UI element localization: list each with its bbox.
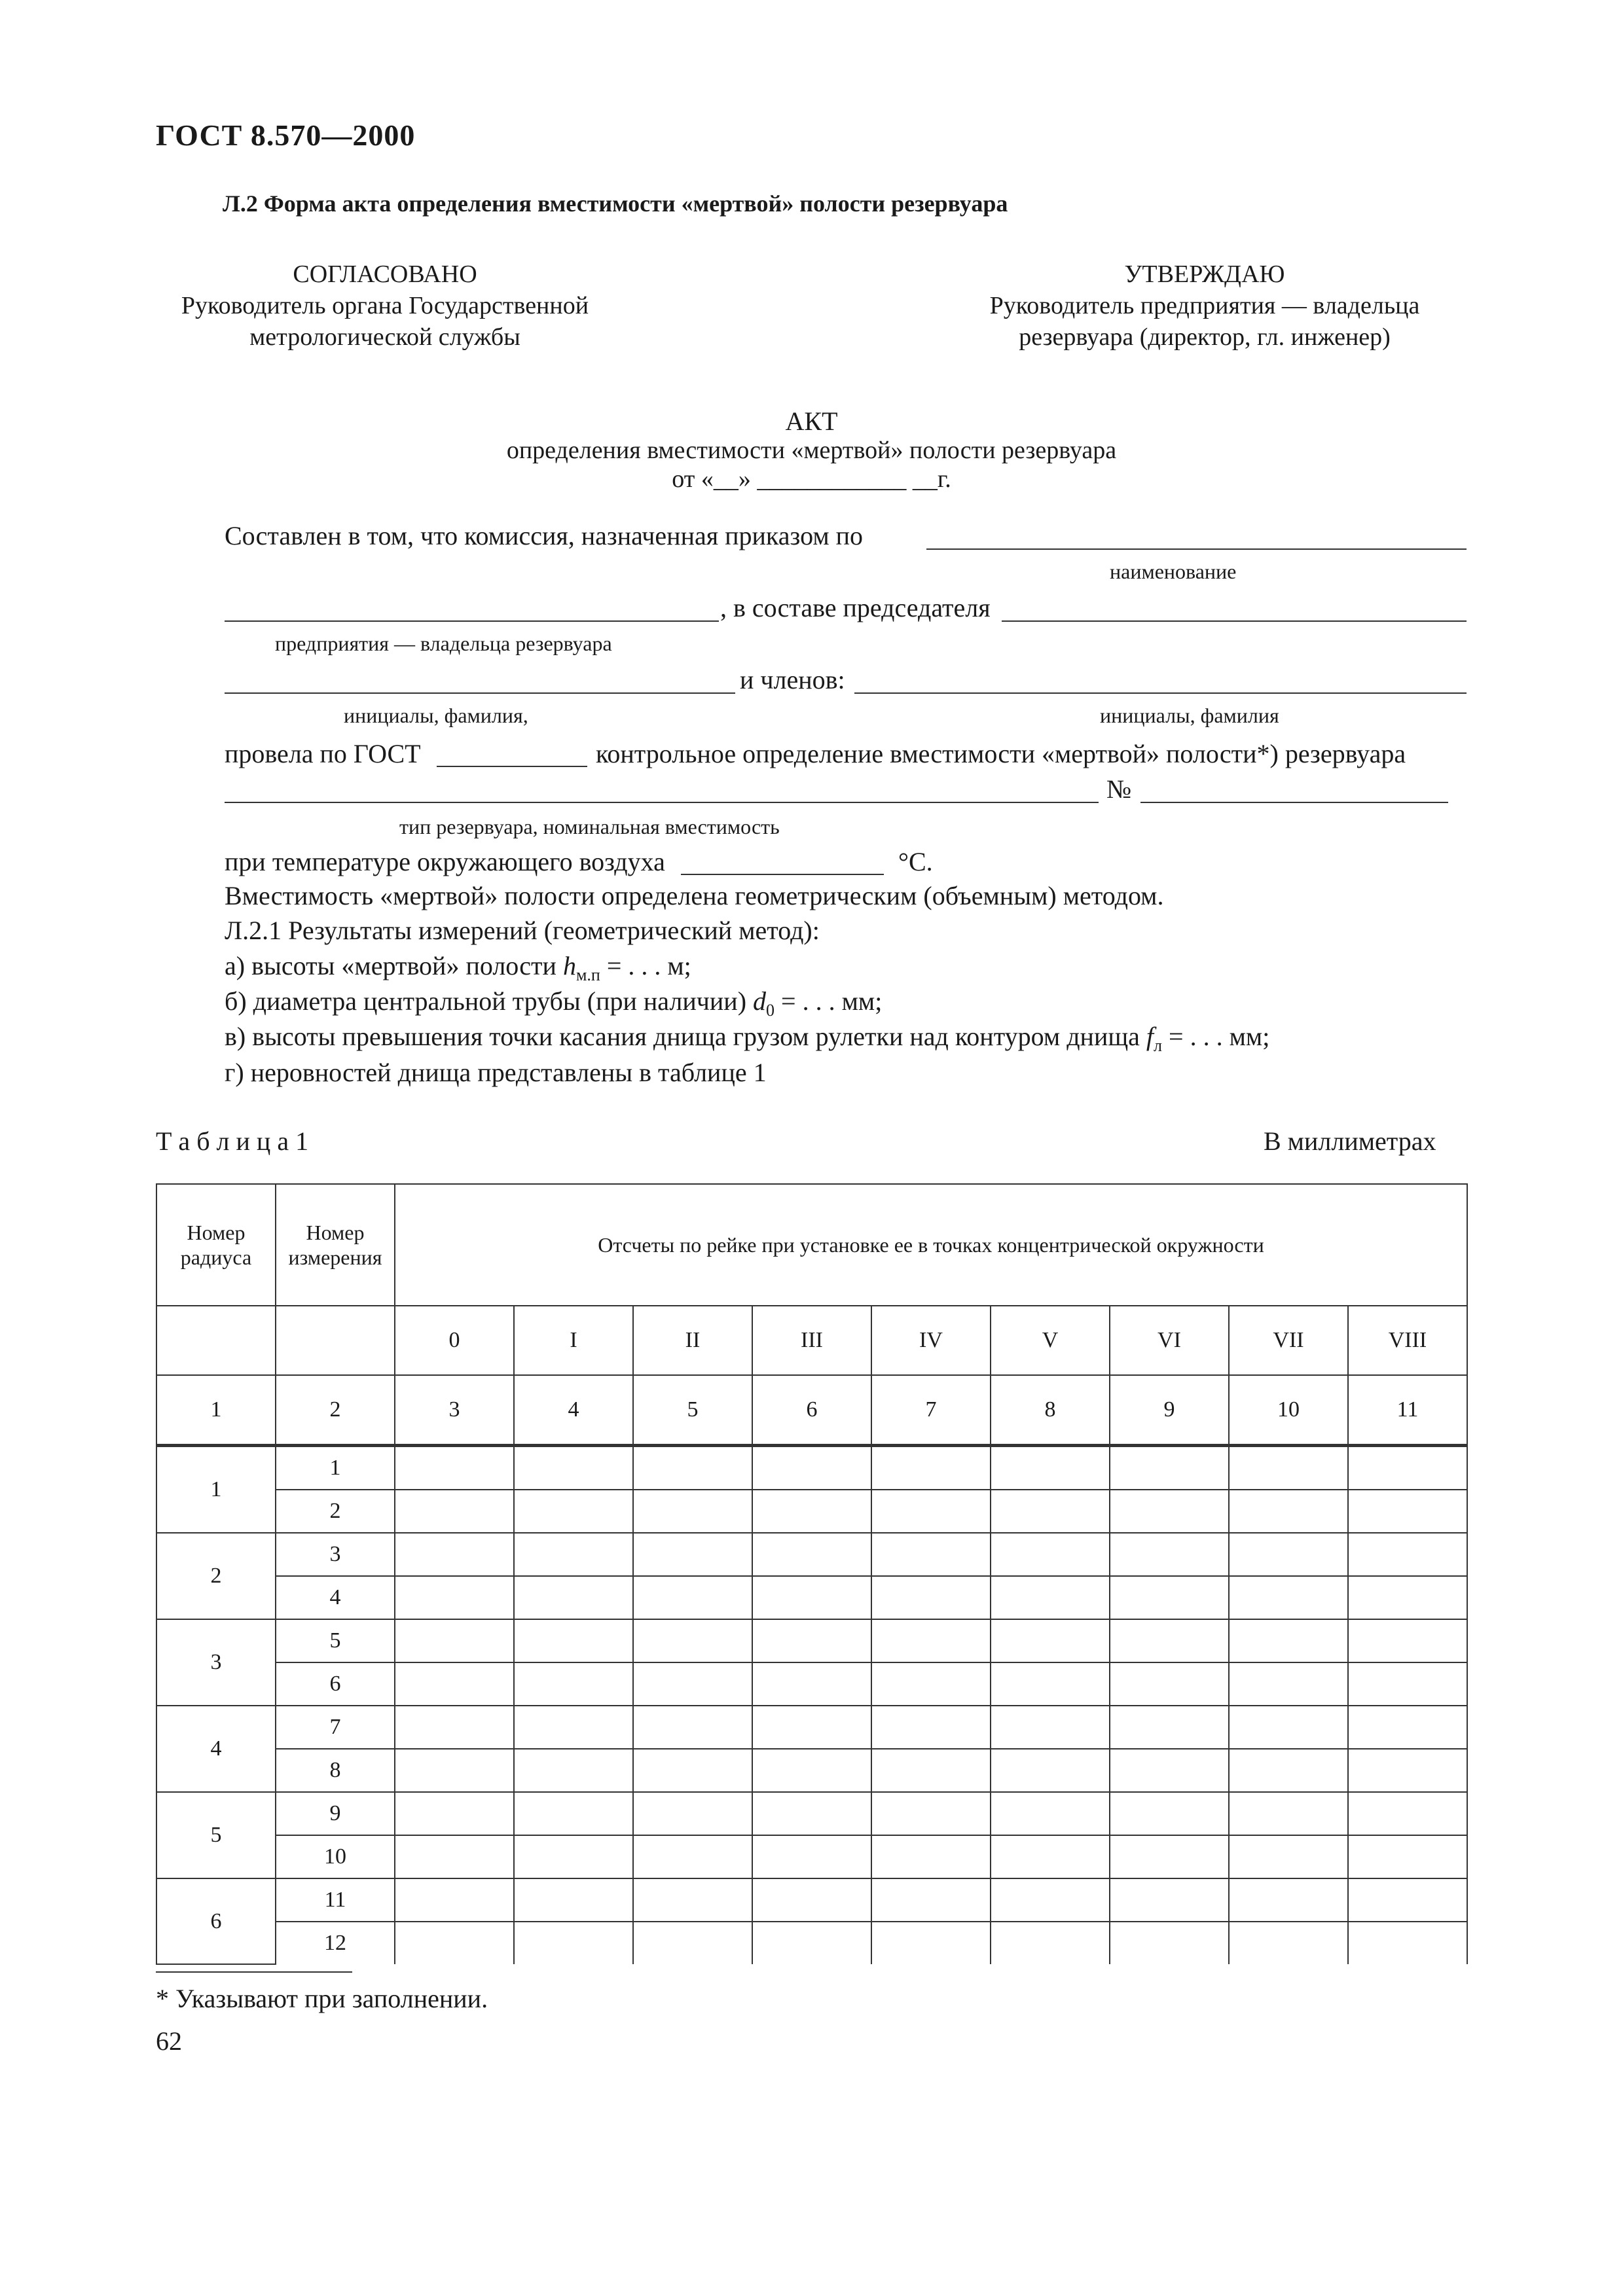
reading-input-cell[interactable] bbox=[871, 1835, 991, 1878]
approval-left-caption: СОГЛАСОВАНО bbox=[293, 260, 477, 288]
reading-input-cell[interactable] bbox=[991, 1792, 1110, 1835]
reading-input-cell[interactable] bbox=[395, 1662, 514, 1706]
item-d: г) неровностей днища представлены в таблице 1 bbox=[225, 1058, 767, 1087]
approval-right-line2: резервуара (директор, гл. инженер) bbox=[1019, 323, 1391, 351]
hint-tank-type: тип резервуара, номинальная вместимость bbox=[399, 815, 780, 838]
reading-input-cell[interactable] bbox=[1110, 1446, 1229, 1490]
item-a-variable: h bbox=[562, 951, 576, 980]
field-order-enterprise[interactable] bbox=[926, 548, 1467, 550]
field-members[interactable] bbox=[854, 692, 1467, 694]
reading-input-cell[interactable] bbox=[991, 1922, 1110, 1964]
reading-input-cell[interactable] bbox=[871, 1922, 991, 1964]
reading-input-cell[interactable] bbox=[1229, 1490, 1348, 1533]
document-standard-header: ГОСТ 8.570—2000 bbox=[156, 118, 416, 152]
radius-cell: 2 bbox=[156, 1533, 276, 1619]
radius-cell: 3 bbox=[156, 1619, 276, 1706]
table-caption: Т а б л и ц а 1 bbox=[156, 1126, 309, 1156]
measurement-cell: 12 bbox=[276, 1922, 395, 1964]
reading-input-cell[interactable] bbox=[395, 1619, 514, 1662]
column-number: 2 bbox=[276, 1375, 395, 1446]
act-date-line: от «__» ____________ __г. bbox=[672, 465, 951, 493]
column-number: 11 bbox=[1348, 1375, 1467, 1446]
approval-right bbox=[943, 259, 1467, 353]
reading-input-cell[interactable] bbox=[1229, 1835, 1348, 1878]
reading-input-cell[interactable] bbox=[514, 1922, 633, 1964]
temperature-unit: °С. bbox=[898, 847, 933, 876]
form-line-commission: Составлен в том, что комиссия, назначенная приказом по bbox=[225, 521, 864, 550]
act-title: АКТ bbox=[785, 406, 838, 436]
table-row bbox=[156, 1792, 1467, 1835]
reading-input-cell[interactable] bbox=[871, 1878, 991, 1922]
reading-input-cell[interactable] bbox=[752, 1922, 871, 1964]
reading-input-cell[interactable] bbox=[1348, 1662, 1467, 1706]
measurement-cell: 9 bbox=[276, 1792, 395, 1835]
section-title: Л.2 Форма акта определения вместимости «мертвой» полости резервуара bbox=[223, 190, 1008, 217]
header-blank-radius bbox=[156, 1306, 276, 1375]
table-row bbox=[156, 1706, 1467, 1749]
point-header: 0 bbox=[395, 1306, 514, 1375]
reading-input-cell[interactable] bbox=[1229, 1533, 1348, 1576]
item-a-value: = . . . м; bbox=[600, 951, 691, 980]
form-line-control: контрольное определение вместимости «мертвой» полости*) резервуара bbox=[596, 739, 1406, 768]
reading-input-cell[interactable] bbox=[514, 1792, 633, 1835]
item-a-text: а) высоты «мертвой» полости bbox=[225, 951, 563, 980]
reading-input-cell[interactable] bbox=[633, 1533, 752, 1576]
field-enterprise-name[interactable] bbox=[225, 620, 719, 622]
field-gost-number[interactable] bbox=[437, 766, 587, 767]
measurement-cell: 6 bbox=[276, 1662, 395, 1706]
reading-input-cell[interactable] bbox=[1348, 1835, 1467, 1878]
point-header: VI bbox=[1110, 1306, 1229, 1375]
reading-input-cell[interactable] bbox=[633, 1878, 752, 1922]
item-b-value: = . . . мм; bbox=[775, 986, 883, 1016]
reading-input-cell[interactable] bbox=[871, 1446, 991, 1490]
point-header: IV bbox=[871, 1306, 991, 1375]
reading-input-cell[interactable] bbox=[871, 1662, 991, 1706]
reading-input-cell[interactable] bbox=[991, 1619, 1110, 1662]
radius-cell: 5 bbox=[156, 1792, 276, 1878]
radius-cell: 4 bbox=[156, 1706, 276, 1792]
reading-input-cell[interactable] bbox=[991, 1662, 1110, 1706]
reading-input-cell[interactable] bbox=[752, 1662, 871, 1706]
reading-input-cell[interactable] bbox=[633, 1619, 752, 1662]
item-b bbox=[225, 986, 882, 1020]
reading-input-cell[interactable] bbox=[633, 1749, 752, 1792]
reading-input-cell[interactable] bbox=[752, 1619, 871, 1662]
reading-input-cell[interactable] bbox=[514, 1835, 633, 1878]
header-measurement-number: Номер измерения bbox=[276, 1184, 395, 1306]
table-row bbox=[156, 1533, 1467, 1576]
table-row bbox=[156, 1446, 1467, 1490]
reading-input-cell[interactable] bbox=[395, 1533, 514, 1576]
reading-input-cell[interactable] bbox=[514, 1619, 633, 1662]
form-line-members: и членов: bbox=[740, 665, 845, 694]
table-row bbox=[156, 1878, 1467, 1922]
item-c-value: = . . . мм; bbox=[1162, 1022, 1270, 1051]
reading-input-cell[interactable] bbox=[633, 1576, 752, 1619]
reading-input-cell[interactable] bbox=[514, 1749, 633, 1792]
reading-input-cell[interactable] bbox=[514, 1706, 633, 1749]
reading-input-cell[interactable] bbox=[991, 1576, 1110, 1619]
form-line-gost: провела по ГОСТ bbox=[225, 739, 421, 768]
field-chairman-initials[interactable] bbox=[225, 692, 735, 694]
reading-input-cell[interactable] bbox=[1348, 1446, 1467, 1490]
column-number: 7 bbox=[871, 1375, 991, 1446]
reading-input-cell[interactable] bbox=[991, 1706, 1110, 1749]
hint-name: наименование bbox=[1110, 560, 1237, 583]
reading-input-cell[interactable] bbox=[991, 1446, 1110, 1490]
reading-input-cell[interactable] bbox=[1229, 1878, 1348, 1922]
reading-input-cell[interactable] bbox=[633, 1792, 752, 1835]
reading-input-cell[interactable] bbox=[1110, 1922, 1229, 1964]
approval-right-line1: Руководитель предприятия — владельца bbox=[989, 292, 1420, 319]
table-row bbox=[156, 1576, 1467, 1619]
point-header: II bbox=[633, 1306, 752, 1375]
reading-input-cell[interactable] bbox=[633, 1706, 752, 1749]
reading-input-cell[interactable] bbox=[1110, 1792, 1229, 1835]
reading-input-cell[interactable] bbox=[1229, 1792, 1348, 1835]
form-line-chairman: , в составе председателя bbox=[720, 593, 991, 622]
reading-input-cell[interactable] bbox=[395, 1446, 514, 1490]
approval-left-line1: Руководитель органа Государственной bbox=[181, 292, 589, 319]
hint-initials-chairman: инициалы, фамилия, bbox=[344, 704, 528, 727]
reading-input-cell[interactable] bbox=[991, 1835, 1110, 1878]
column-number: 8 bbox=[991, 1375, 1110, 1446]
reading-input-cell[interactable] bbox=[991, 1749, 1110, 1792]
reading-input-cell[interactable] bbox=[1229, 1706, 1348, 1749]
reading-input-cell[interactable] bbox=[991, 1533, 1110, 1576]
reading-input-cell[interactable] bbox=[395, 1792, 514, 1835]
reading-input-cell[interactable] bbox=[871, 1619, 991, 1662]
reading-input-cell[interactable] bbox=[752, 1446, 871, 1490]
reading-input-cell[interactable] bbox=[871, 1706, 991, 1749]
reading-input-cell[interactable] bbox=[871, 1533, 991, 1576]
reading-input-cell[interactable] bbox=[752, 1749, 871, 1792]
header-readings: Отсчеты по рейке при установке ее в точках концентрической окружности bbox=[395, 1184, 1467, 1306]
point-header: V bbox=[991, 1306, 1110, 1375]
form-tank-number-sign: № bbox=[1106, 774, 1132, 804]
reading-input-cell[interactable] bbox=[395, 1706, 514, 1749]
measurement-cell: 3 bbox=[276, 1533, 395, 1576]
table-row bbox=[156, 1490, 1467, 1533]
measurement-cell: 4 bbox=[276, 1576, 395, 1619]
measurement-cell: 8 bbox=[276, 1749, 395, 1792]
footnote: * Указывают при заполнении. bbox=[156, 1984, 488, 2013]
reading-input-cell[interactable] bbox=[752, 1533, 871, 1576]
reading-input-cell[interactable] bbox=[1348, 1619, 1467, 1662]
reading-input-cell[interactable] bbox=[1348, 1878, 1467, 1922]
approval-right-caption: УТВЕРЖДАЮ bbox=[1124, 260, 1285, 288]
reading-input-cell[interactable] bbox=[514, 1446, 633, 1490]
page-number: 62 bbox=[156, 2026, 182, 2056]
reading-input-cell[interactable] bbox=[514, 1878, 633, 1922]
reading-input-cell[interactable] bbox=[1348, 1490, 1467, 1533]
reading-input-cell[interactable] bbox=[1110, 1533, 1229, 1576]
item-a-subscript: м.п bbox=[575, 965, 600, 984]
reading-input-cell[interactable] bbox=[395, 1576, 514, 1619]
item-c-variable: f bbox=[1146, 1022, 1154, 1051]
reading-input-cell[interactable] bbox=[633, 1835, 752, 1878]
measurement-cell: 7 bbox=[276, 1706, 395, 1749]
measurement-cell: 10 bbox=[276, 1835, 395, 1878]
item-c bbox=[225, 1021, 1269, 1056]
footnote-divider bbox=[156, 1971, 352, 1973]
point-header: VII bbox=[1229, 1306, 1348, 1375]
reading-input-cell[interactable] bbox=[1110, 1619, 1229, 1662]
form-line-method: Вместимость «мертвой» полости определена геометрическим (объемным) методом. bbox=[225, 881, 1164, 910]
reading-input-cell[interactable] bbox=[1229, 1619, 1348, 1662]
reading-input-cell[interactable] bbox=[752, 1792, 871, 1835]
column-number: 3 bbox=[395, 1375, 514, 1446]
reading-input-cell[interactable] bbox=[395, 1490, 514, 1533]
reading-input-cell[interactable] bbox=[752, 1878, 871, 1922]
point-header: I bbox=[514, 1306, 633, 1375]
reading-input-cell[interactable] bbox=[752, 1706, 871, 1749]
measurement-cell: 11 bbox=[276, 1878, 395, 1922]
reading-input-cell[interactable] bbox=[1110, 1706, 1229, 1749]
reading-input-cell[interactable] bbox=[633, 1490, 752, 1533]
header-blank-measurement bbox=[276, 1306, 395, 1375]
reading-input-cell[interactable] bbox=[991, 1490, 1110, 1533]
item-b-variable: d bbox=[753, 986, 767, 1016]
reading-input-cell[interactable] bbox=[991, 1878, 1110, 1922]
reading-input-cell[interactable] bbox=[1110, 1490, 1229, 1533]
reading-input-cell[interactable] bbox=[514, 1576, 633, 1619]
item-a bbox=[225, 950, 691, 985]
reading-input-cell[interactable] bbox=[1110, 1576, 1229, 1619]
reading-input-cell[interactable] bbox=[752, 1576, 871, 1619]
approval-left bbox=[156, 259, 614, 353]
measurement-cell: 2 bbox=[276, 1490, 395, 1533]
field-air-temperature[interactable] bbox=[681, 874, 884, 875]
subsection-results: Л.2.1 Результаты измерений (геометрический метод): bbox=[225, 916, 820, 945]
reading-input-cell[interactable] bbox=[1229, 1922, 1348, 1964]
item-b-subscript: 0 bbox=[766, 1001, 775, 1020]
item-c-text: в) высоты превышения точки касания днища грузом рулетки над контуром днища bbox=[225, 1022, 1146, 1051]
reading-input-cell[interactable] bbox=[633, 1662, 752, 1706]
approval-left-line2: метрологической службы bbox=[249, 323, 520, 351]
reading-input-cell[interactable] bbox=[871, 1490, 991, 1533]
reading-input-cell[interactable] bbox=[514, 1662, 633, 1706]
reading-input-cell[interactable] bbox=[1110, 1878, 1229, 1922]
reading-input-cell[interactable] bbox=[1348, 1706, 1467, 1749]
reading-input-cell[interactable] bbox=[1348, 1792, 1467, 1835]
reading-input-cell[interactable] bbox=[1229, 1446, 1348, 1490]
table-row bbox=[156, 1662, 1467, 1706]
table-row bbox=[156, 1619, 1467, 1662]
point-header: VIII bbox=[1348, 1306, 1467, 1375]
reading-input-cell[interactable] bbox=[395, 1922, 514, 1964]
measurement-cell: 5 bbox=[276, 1619, 395, 1662]
reading-input-cell[interactable] bbox=[1348, 1749, 1467, 1792]
reading-input-cell[interactable] bbox=[514, 1533, 633, 1576]
reading-input-cell[interactable] bbox=[752, 1835, 871, 1878]
reading-input-cell[interactable] bbox=[871, 1792, 991, 1835]
reading-input-cell[interactable] bbox=[752, 1490, 871, 1533]
table-row bbox=[156, 1835, 1467, 1878]
reading-input-cell[interactable] bbox=[1348, 1922, 1467, 1964]
reading-input-cell[interactable] bbox=[514, 1490, 633, 1533]
reading-input-cell[interactable] bbox=[633, 1446, 752, 1490]
table-row bbox=[156, 1749, 1467, 1792]
column-number: 5 bbox=[633, 1375, 752, 1446]
radius-cell: 1 bbox=[156, 1446, 276, 1534]
reading-input-cell[interactable] bbox=[395, 1878, 514, 1922]
reading-input-cell[interactable] bbox=[871, 1576, 991, 1619]
table-row bbox=[156, 1922, 1467, 1964]
reading-input-cell[interactable] bbox=[871, 1749, 991, 1792]
reading-input-cell[interactable] bbox=[395, 1749, 514, 1792]
reading-input-cell[interactable] bbox=[1348, 1533, 1467, 1576]
reading-input-cell[interactable] bbox=[1110, 1749, 1229, 1792]
field-chairman[interactable] bbox=[1002, 620, 1467, 622]
reading-input-cell[interactable] bbox=[1110, 1835, 1229, 1878]
reading-input-cell[interactable] bbox=[395, 1835, 514, 1878]
column-number: 4 bbox=[514, 1375, 633, 1446]
act-subtitle: определения вместимости «мертвой» полости резервуара bbox=[506, 437, 1117, 464]
field-tank-number[interactable] bbox=[1140, 802, 1448, 803]
item-c-subscript: л bbox=[1154, 1036, 1163, 1055]
point-header: III bbox=[752, 1306, 871, 1375]
header-radius-number: Номер радиуса bbox=[156, 1184, 276, 1306]
reading-input-cell[interactable] bbox=[633, 1922, 752, 1964]
table-units: В миллиметрах bbox=[1264, 1126, 1436, 1156]
column-number: 1 bbox=[156, 1375, 276, 1446]
hint-initials-members: инициалы, фамилия bbox=[1100, 704, 1279, 727]
reading-input-cell[interactable] bbox=[1229, 1662, 1348, 1706]
column-number: 9 bbox=[1110, 1375, 1229, 1446]
reading-input-cell[interactable] bbox=[1229, 1749, 1348, 1792]
column-number: 10 bbox=[1229, 1375, 1348, 1446]
column-number: 6 bbox=[752, 1375, 871, 1446]
item-b-text: б) диаметра центральной трубы (при наличии) bbox=[225, 986, 754, 1016]
hint-enterprise: предприятия — владельца резервуара bbox=[275, 632, 612, 655]
measurement-table bbox=[156, 1183, 1468, 1965]
field-tank-type[interactable] bbox=[225, 802, 1099, 803]
radius-cell: 6 bbox=[156, 1878, 276, 1964]
reading-input-cell[interactable] bbox=[1348, 1576, 1467, 1619]
form-line-temperature: при температуре окружающего воздуха bbox=[225, 847, 665, 876]
measurement-cell: 1 bbox=[276, 1446, 395, 1490]
reading-input-cell[interactable] bbox=[1110, 1662, 1229, 1706]
reading-input-cell[interactable] bbox=[1229, 1576, 1348, 1619]
